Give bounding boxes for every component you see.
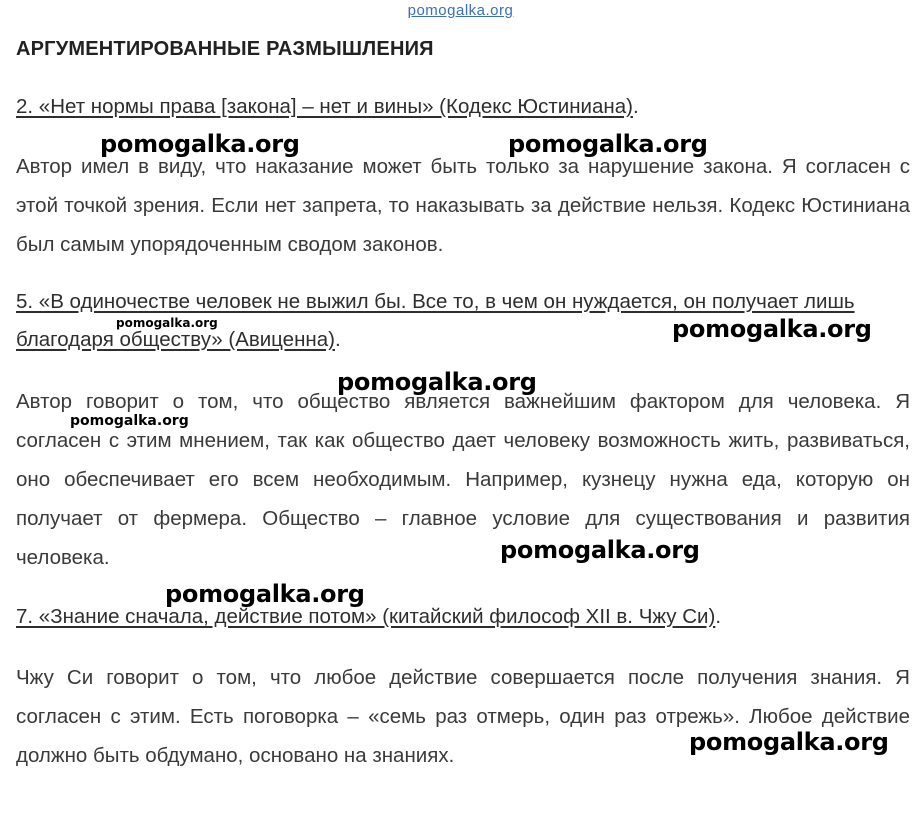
quote-justinian bbox=[16, 88, 910, 126]
watermark: pomogalka.org bbox=[165, 580, 365, 608]
site-header[interactable]: pomogalka.org bbox=[407, 2, 514, 19]
quote-text: 5. «В одиночестве человек не выжил бы. Все то, в чем он нуждается, он получает лишь благодаря обществу» (Авиценна) bbox=[16, 290, 855, 351]
quote-period: . bbox=[632, 95, 639, 118]
paragraph-zhu-xi: Чжу Си говорит о том, что любое действие совершается после получения знания. Я согласен с этим. Есть поговорка – «семь раз отмерь, один раз отрежь». Любое действие должно быть обдумано, основано на знаниях. bbox=[16, 666, 910, 767]
page-title: АРГУМЕНТИРОВАННЫЕ РАЗМЫШЛЕНИЯ bbox=[16, 38, 434, 60]
watermark: pomogalka.org bbox=[508, 130, 708, 158]
quote-period: . bbox=[715, 605, 722, 628]
watermark: pomogalka.org bbox=[672, 315, 872, 343]
watermark: pomogalka.org bbox=[689, 728, 889, 756]
quote-zhu-xi bbox=[16, 598, 910, 636]
quote-text: 2. «Нет нормы права [закона] – нет и вины» (Кодекс Юстиниана) bbox=[16, 95, 633, 118]
watermark: pomogalka.org bbox=[100, 130, 300, 158]
watermark: pomogalka.org bbox=[500, 536, 700, 564]
watermark: pomogalka.org bbox=[70, 413, 189, 429]
paragraph-justinian: Автор имел в виду, что наказание может быть только за нарушение закона. Я согласен с этой точкой зрения. Если нет запрета, то наказывать за действие нельзя. Кодекс Юстиниана был самым упорядоченным сводом законов. bbox=[16, 155, 910, 256]
watermark: pomogalka.org bbox=[116, 316, 218, 330]
quote-period: . bbox=[334, 328, 341, 351]
quote-text: 7. «Знание сначала, действие потом» (китайский философ XII в. Чжу Си) bbox=[16, 605, 716, 628]
watermark: pomogalka.org bbox=[337, 368, 537, 396]
paragraph-avicenna: Автор говорит о том, что общество является важнейшим фактором для человека. Я согласен с этим мнением, так как общество дает человеку возможность жить, развиваться, оно обеспечивает его всем необходимым. Например, кузнецу нужна еда, которую он получает от фермера. Общество – главное условие для существования и развития человека. bbox=[16, 390, 910, 569]
